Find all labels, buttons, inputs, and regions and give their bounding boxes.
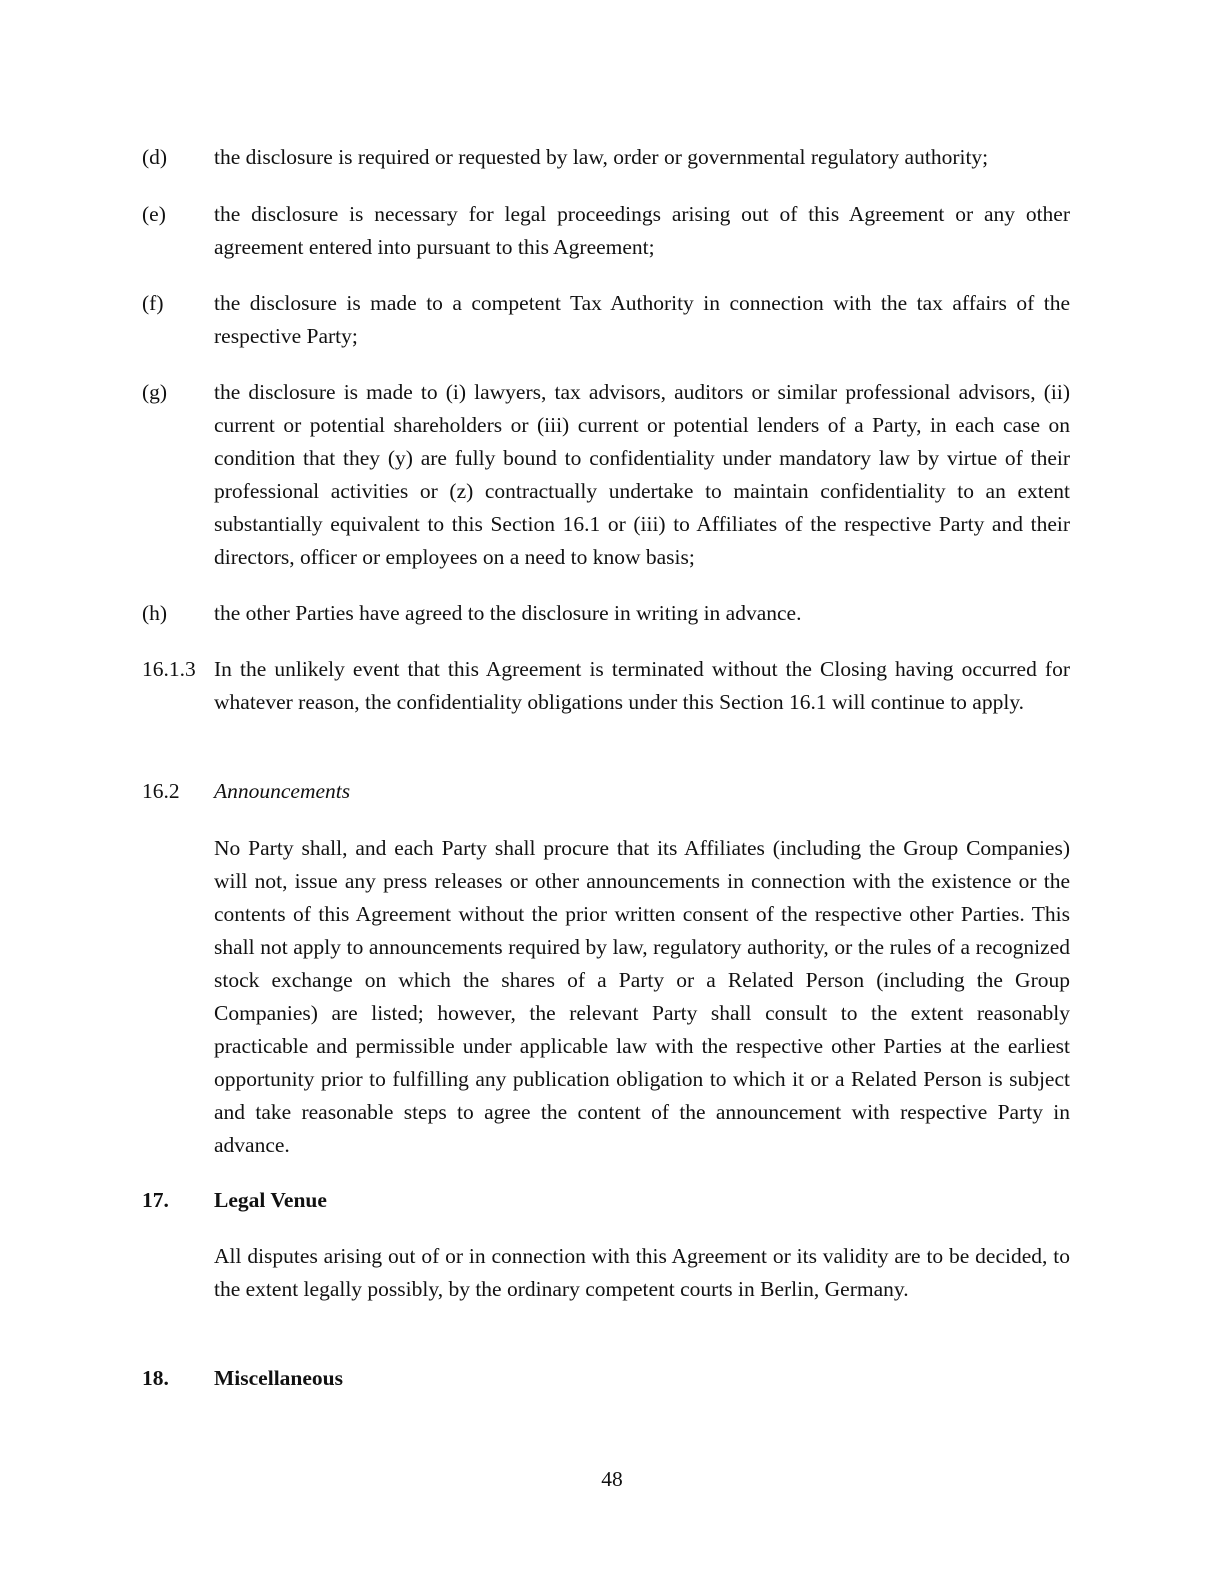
section-17-heading bbox=[142, 1184, 1070, 1217]
clause-text: In the unlikely event that this Agreement is terminated without the Closing having occurred for whatever reason, the confidentiality obligations under this Section 16.1 will continue to apply. bbox=[214, 657, 1070, 714]
section-18-heading bbox=[142, 1362, 1070, 1395]
clause-number: 16.1.3 bbox=[142, 657, 196, 681]
section-16-2-heading bbox=[142, 775, 1070, 808]
clause-g bbox=[142, 376, 1070, 574]
clause-d bbox=[142, 141, 1070, 174]
section-number: 18. bbox=[142, 1366, 169, 1390]
clause-number: (f) bbox=[142, 291, 164, 315]
clause-f bbox=[142, 287, 1070, 353]
clause-text: the disclosure is necessary for legal proceedings arising out of this Agreement or any other agreement entered into pursuant to this Agreement; bbox=[214, 202, 1070, 259]
section-16-2-body: No Party shall, and each Party shall procure that its Affiliates (including the Group Companies) will not, issue any press releases or other announcements in connection with the existence or the contents of this Agreement without the prior written consent of the respective other Parties. This shall not apply to announcements required by law, regulatory authority, or the rules of a recognized stock exchange on which the shares of a Party or a Related Person (including the Group Companies) are listed; however, the relevant Party shall consult to the extent reasonably practicable and permissible under applicable law with the respective other Parties at the earliest opportunity prior to fulfilling any publication obligation to which it or a Related Person is subject and take reasonable steps to agree the content of the announcement with respective Party in advance. bbox=[214, 836, 1070, 1157]
section-number: 17. bbox=[142, 1188, 169, 1212]
clause-e bbox=[142, 198, 1070, 264]
clause-16-1-3 bbox=[142, 653, 1070, 719]
clause-number: (d) bbox=[142, 145, 168, 169]
clause-h bbox=[142, 597, 1070, 630]
section-title: Miscellaneous bbox=[214, 1366, 343, 1390]
section-17-body: All disputes arising out of or in connection with this Agreement or its validity are to be decided, to the extent legally possibly, by the ordinary competent courts in Berlin, Germany. bbox=[214, 1244, 1070, 1301]
section-title: Announcements bbox=[214, 779, 351, 803]
section-title: Legal Venue bbox=[214, 1188, 327, 1212]
page-number: 48 bbox=[601, 1467, 623, 1491]
clause-text: the other Parties have agreed to the disclosure in writing in advance. bbox=[214, 601, 802, 625]
clause-number: (h) bbox=[142, 601, 168, 625]
clause-number: (g) bbox=[142, 380, 168, 404]
clause-text: the disclosure is required or requested by law, order or governmental regulatory authority; bbox=[214, 145, 989, 169]
section-number: 16.2 bbox=[142, 779, 180, 803]
clause-text: the disclosure is made to (i) lawyers, tax advisors, auditors or similar professional advisors, (ii) current or potential shareholders or (iii) current or potential lenders of a Party, in each case on condition that they (y) are fully bound to confidentiality under mandatory law by virtue of their professional activities or (z) contractually undertake to maintain confidentiality to an extent substantially equivalent to this Section 16.1 or (iii) to Affiliates of the respective Party and their directors, officer or employees on a need to know basis; bbox=[214, 380, 1070, 569]
clause-text: the disclosure is made to a competent Tax Authority in connection with the tax affairs of the respective Party; bbox=[214, 291, 1070, 348]
clause-number: (e) bbox=[142, 202, 166, 226]
